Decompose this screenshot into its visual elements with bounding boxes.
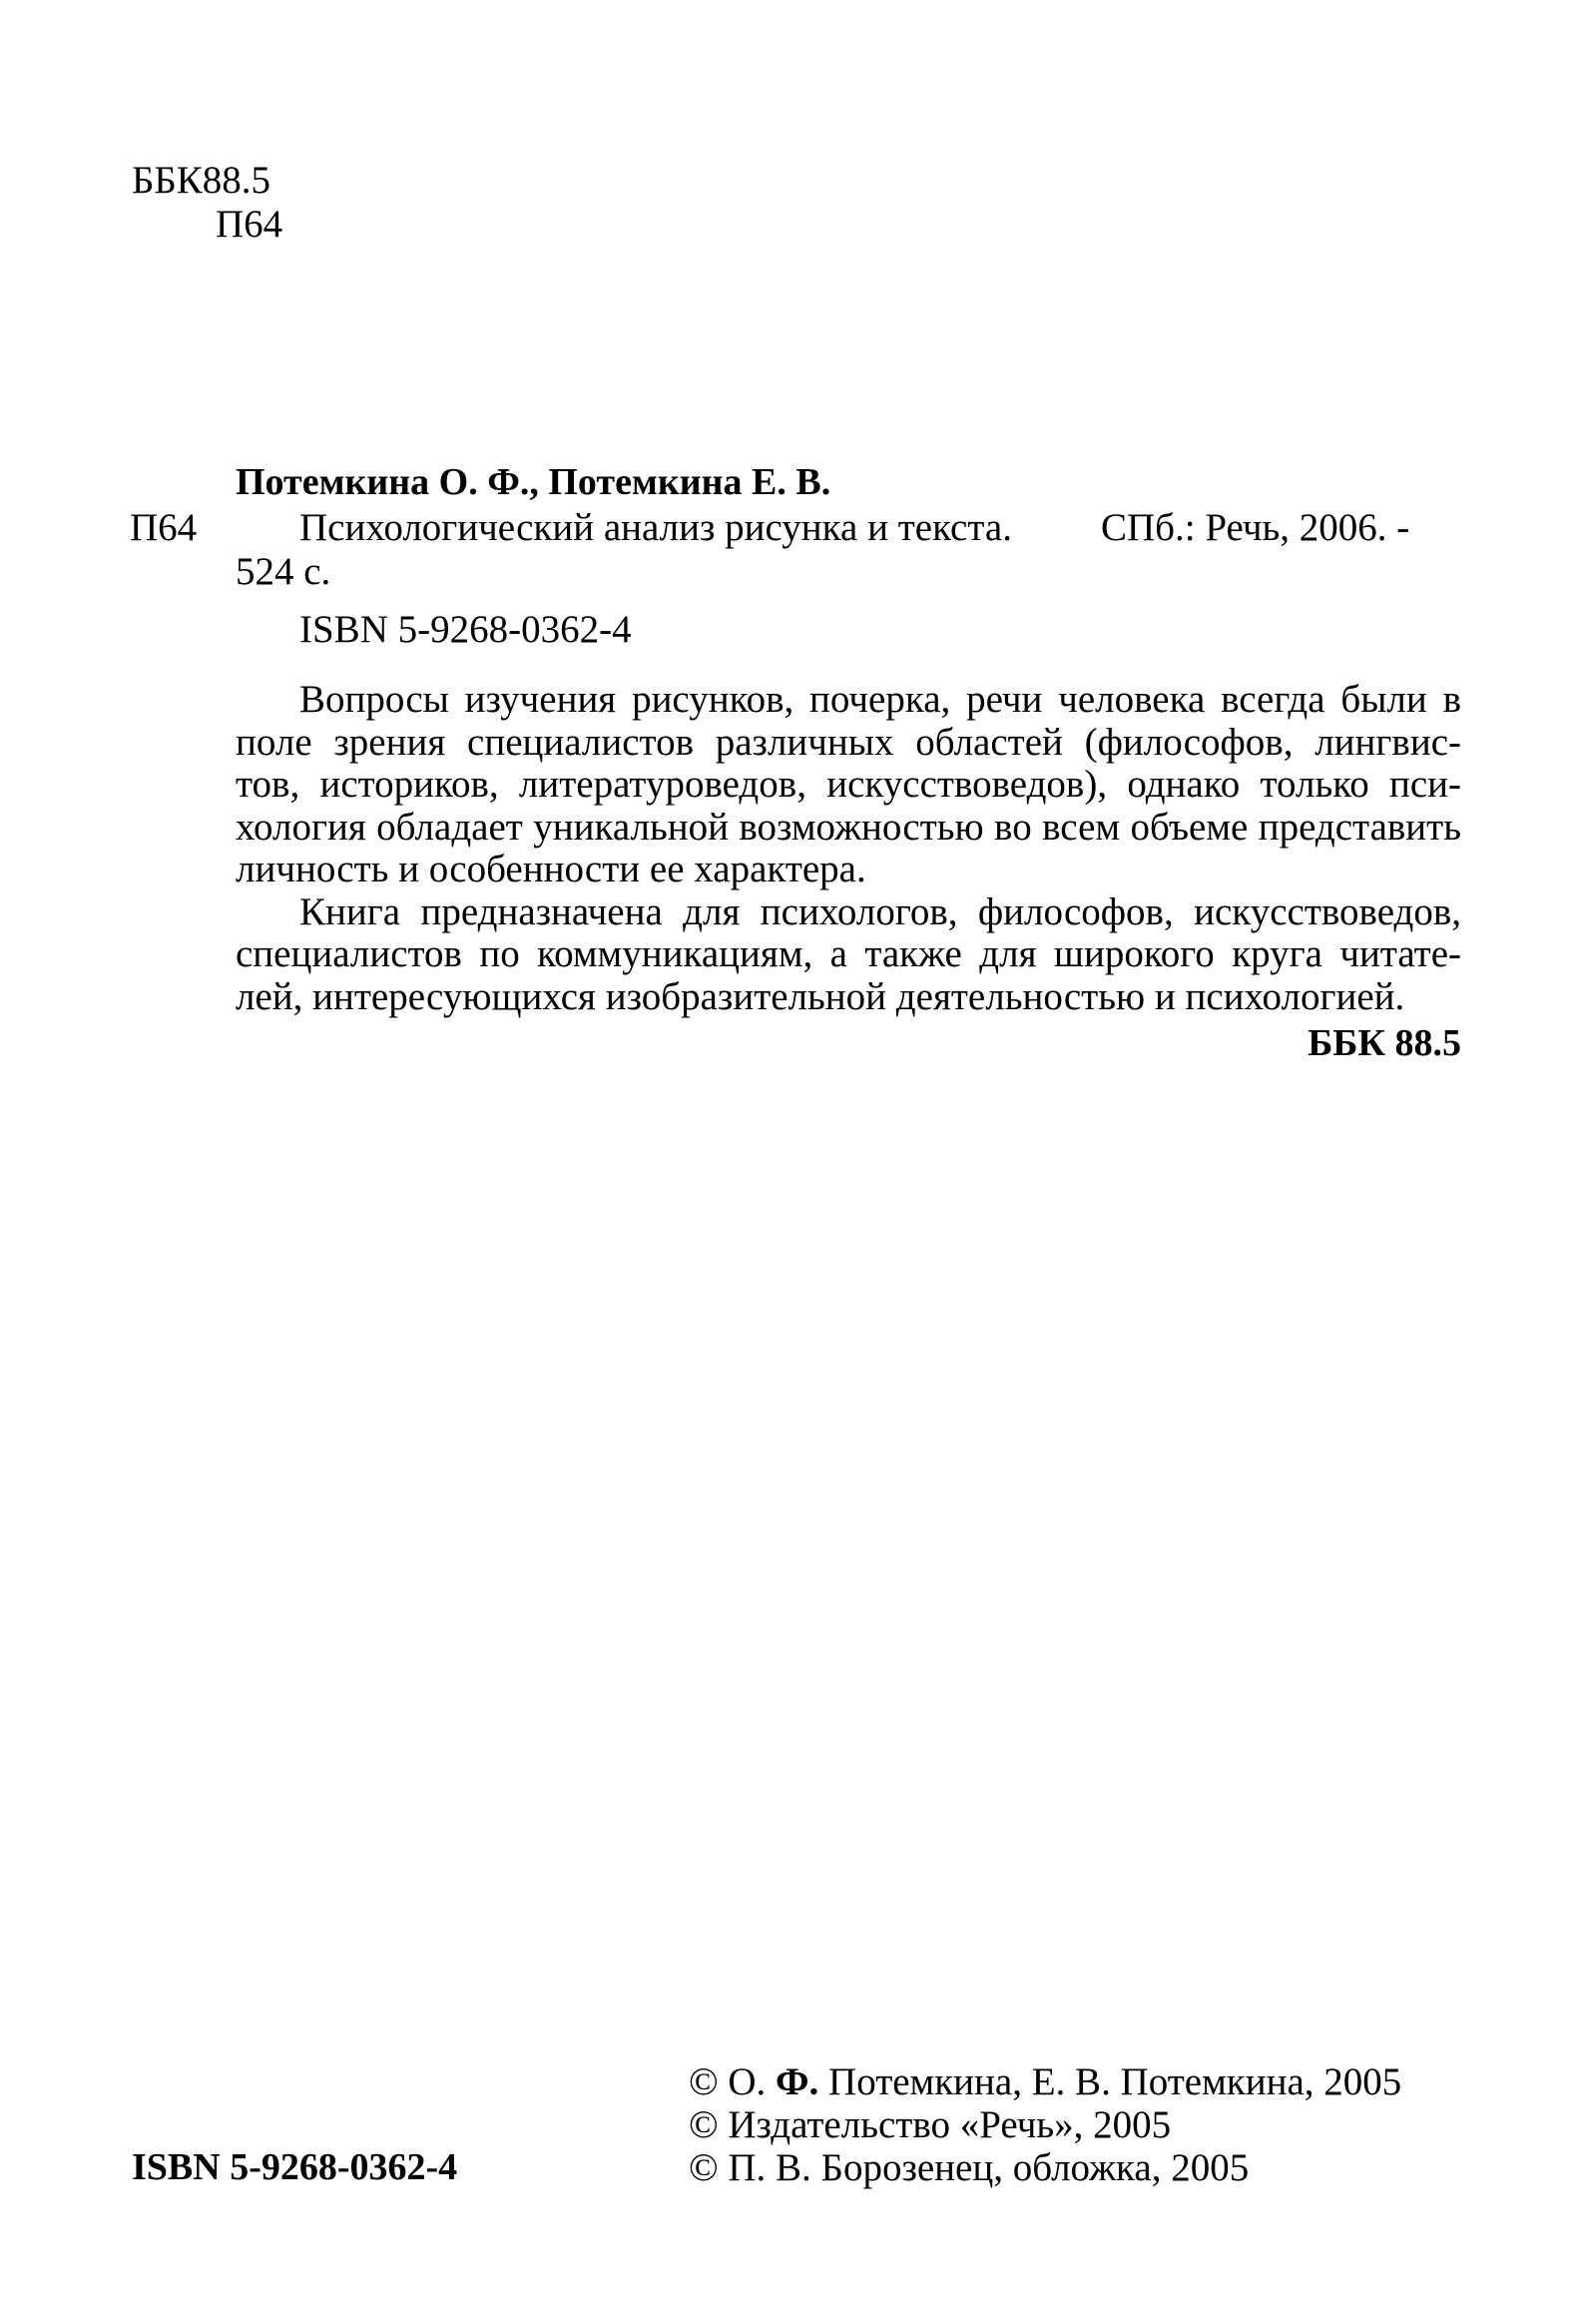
abstract-line: поле зрения специалистов различных областей (философов, лингвис- — [236, 720, 1461, 764]
copyright-publisher: © Издательство «Речь», 2005 — [689, 2103, 1172, 2146]
abstract-paragraph-1 — [236, 679, 1461, 891]
book-title: Психологический анализ рисунка и текста. — [299, 506, 1012, 549]
authors: Потемкина О. Ф., Потемкина Е. В. — [236, 461, 831, 503]
copyright-initial: Ф. — [776, 2060, 819, 2103]
abstract-line: личность и особенности ее характера. — [236, 848, 866, 890]
entry-code: П64 — [130, 506, 198, 549]
publisher-info: СПб.: Речь, 2006. - — [1101, 506, 1410, 549]
abstract-line: специалистов по коммуникациям, а также для широкого круга читате- — [236, 932, 1461, 975]
abstract-paragraph-2 — [236, 891, 1461, 1019]
abstract-line: лей, интересующихся изобразительной деятельностью и психологией. — [236, 974, 1405, 1018]
abstract-line: Вопросы изучения рисунков, почерка, речи человека всегда были в — [299, 678, 1461, 721]
abstract-line: хология обладает уникальной возможностью во всем объеме представить — [236, 805, 1461, 849]
abstract-line: Книга предназначена для психологов, философов, искусствоведов, — [299, 889, 1461, 933]
bbk-footer: ББК 88.5 — [1308, 1022, 1461, 1064]
copyright-names: Потемкина, Е. В. Потемкина, 2005 — [828, 2060, 1402, 2103]
page-count: 524 с. — [236, 550, 331, 593]
copyright-authors — [689, 2060, 1401, 2103]
copyright-block — [689, 2060, 1401, 2189]
author-code: П64 — [216, 203, 283, 246]
copyright-cover: © П. В. Борозенец, обложка, 2005 — [689, 2146, 1250, 2189]
isbn-footer: ISBN 5-9268-0362-4 — [132, 2146, 458, 2188]
bbk-index: ББК88.5 — [132, 159, 271, 202]
abstract — [236, 679, 1461, 1018]
isbn-entry: ISBN 5-9268-0362-4 — [299, 608, 632, 651]
copyright-prefix: © О. — [689, 2060, 767, 2103]
abstract-line: тов, историков, литературоведов, искусствоведов), однако только пси- — [236, 763, 1461, 806]
